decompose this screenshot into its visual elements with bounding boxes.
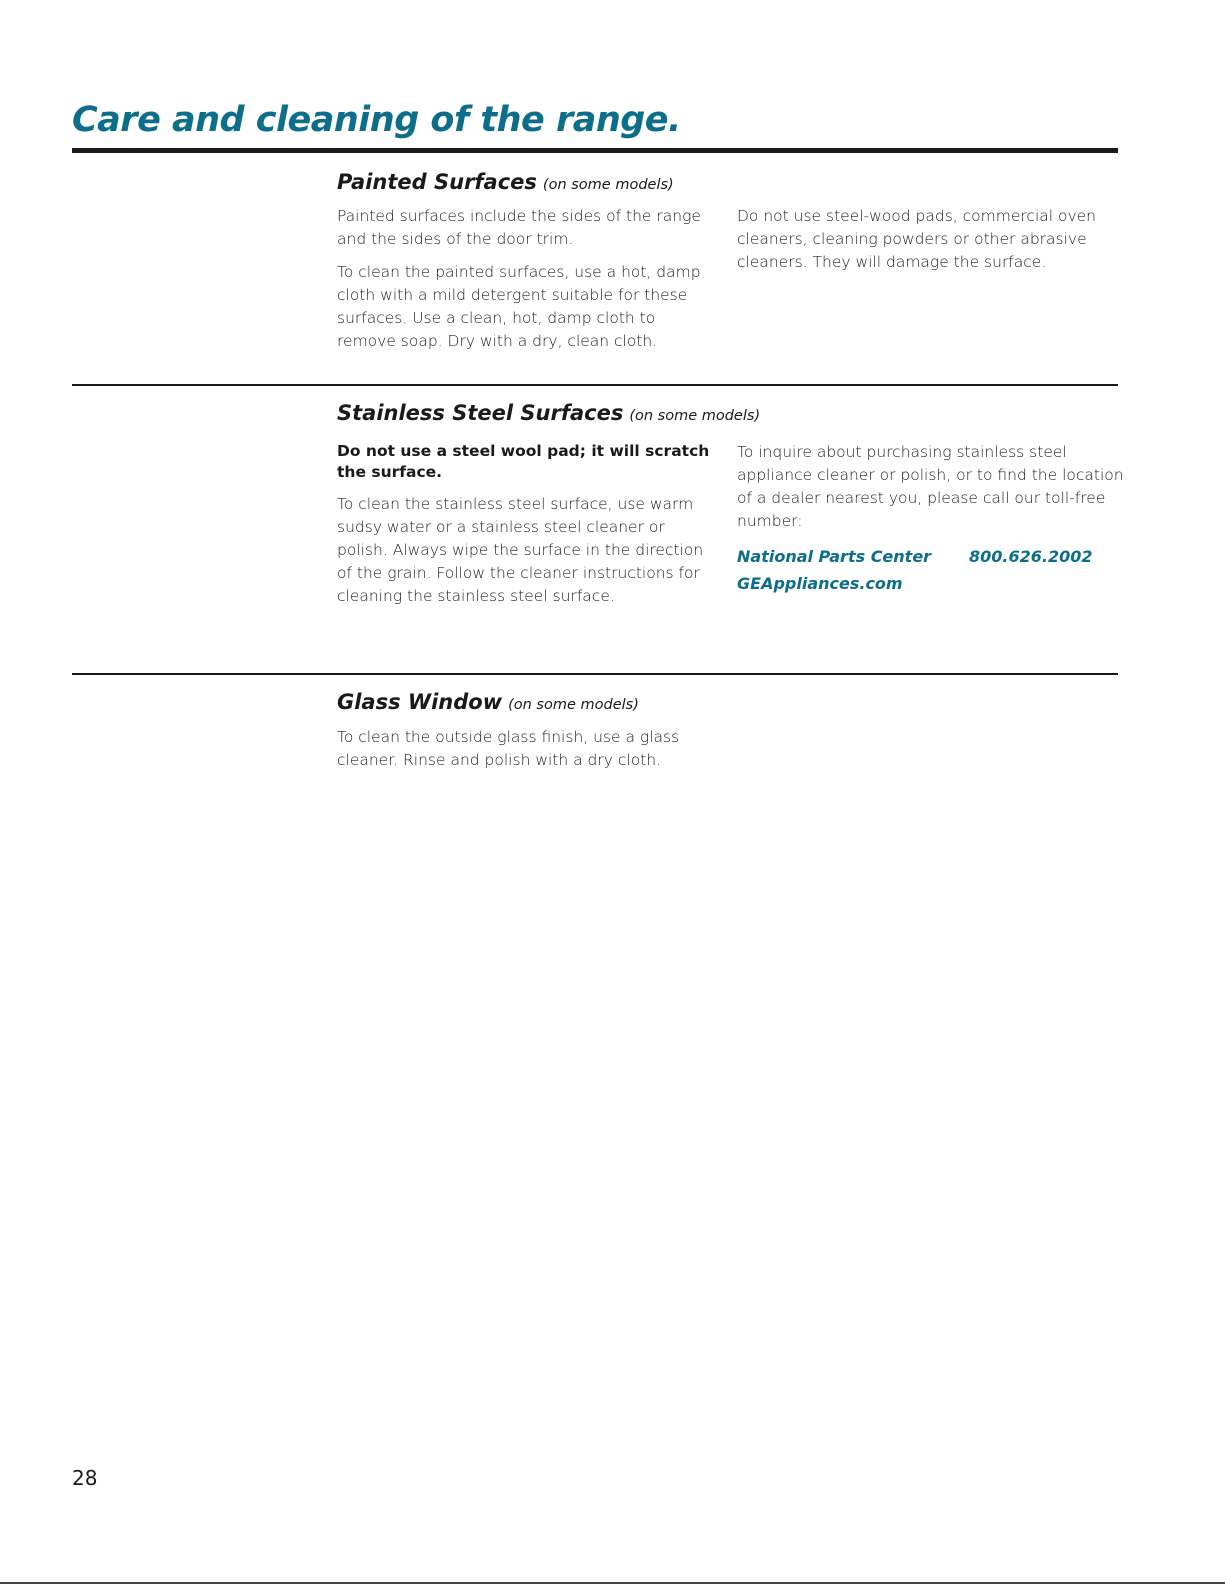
stainless-steel-right-column (737, 441, 1125, 597)
bottom-edge-rule (0, 1582, 1225, 1584)
stainless-steel-title: Stainless Steel Surfaces (337, 401, 624, 425)
glass-window-left-column (337, 726, 715, 782)
painted-surfaces-title: Painted Surfaces (337, 170, 537, 194)
stainless-steel-qualifier: (on some models) (629, 408, 761, 424)
glass-window-heading (337, 690, 639, 714)
painted-surfaces-warning-paragraph: Do not use steel-wood pads, commercial oven cleaners, cleaning powders or other abrasive cleaners. They will damage the surface. (737, 207, 1097, 271)
glass-window-qualifier: (on some models) (508, 697, 639, 713)
stainless-steel-inquiry-paragraph: To inquire about purchasing stainless steel appliance cleaner or polish, or to find the location of a dealer nearest you, please call our toll-free number: (737, 443, 1124, 530)
painted-surfaces-left-column (337, 205, 715, 363)
parts-center-name: National Parts Center (737, 547, 932, 566)
stainless-steel-warning: Do not use a steel wool pad; it will scratch the surface. (337, 442, 710, 481)
page-title: Care and cleaning of the range. (72, 100, 681, 140)
page-number: 28 (72, 1466, 98, 1490)
painted-surfaces-qualifier: (on some models) (542, 177, 674, 193)
parts-center-contact (737, 543, 1125, 570)
stainless-steel-heading (337, 401, 760, 425)
stainless-steel-paragraph: To clean the stainless steel surface, use warm sudsy water or a stainless steel cleaner or polish. Always wipe the surface in the direction of the grain. Follow the cleaner instructions for cleaning the stainless steel surface. (337, 495, 704, 605)
website-link[interactable]: GEAppliances.com (737, 574, 903, 593)
glass-window-title: Glass Window (337, 690, 503, 714)
section-divider (72, 673, 1118, 675)
painted-surfaces-paragraph: To clean the painted surfaces, use a hot, damp cloth with a mild detergent suitable for these surfaces. Use a clean, hot, damp cloth to remove soap. Dry with a dry, clean cloth. (337, 263, 701, 350)
painted-surfaces-heading (337, 170, 674, 194)
parts-center-phone: 800.626.2002 (969, 547, 1093, 566)
painted-surfaces-right-column (737, 205, 1125, 284)
glass-window-paragraph: To clean the outside glass finish, use a glass cleaner. Rinse and polish with a dry cloth. (337, 728, 680, 769)
title-rule (72, 148, 1118, 153)
section-divider (72, 384, 1118, 386)
painted-surfaces-paragraph: Painted surfaces include the sides of the range and the sides of the door trim. (337, 207, 701, 248)
stainless-steel-left-column (337, 441, 715, 618)
